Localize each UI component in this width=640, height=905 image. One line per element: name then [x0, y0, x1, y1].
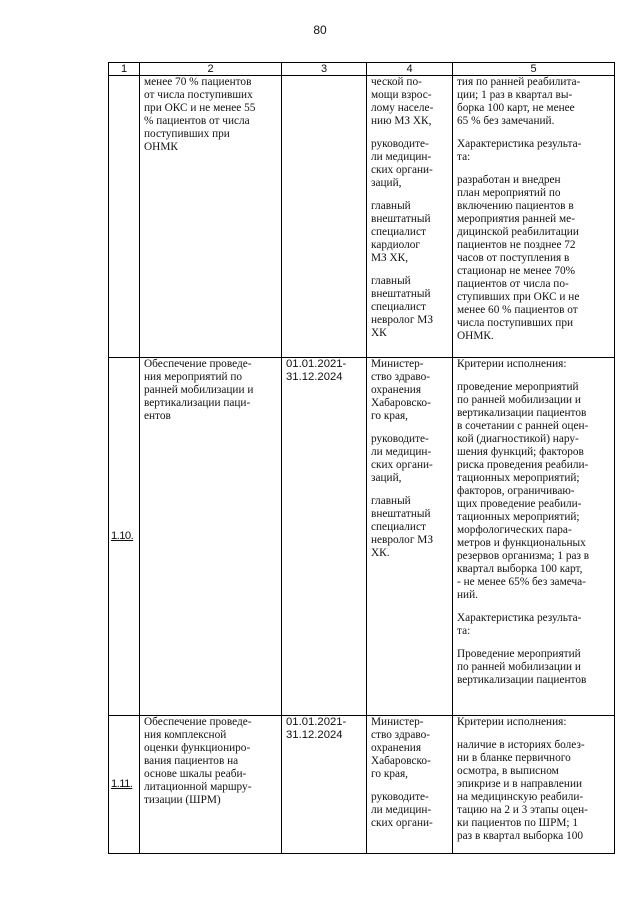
row-number — [109, 76, 140, 358]
executor-entry: руководите- ли медицин- ских органи- — [371, 791, 433, 829]
dates-cell — [282, 716, 367, 854]
header-col-2: 2 — [140, 63, 282, 76]
plan-table — [108, 62, 615, 854]
dates-text: 01.01.2021- 31.12.2024 — [286, 716, 347, 741]
result-paragraph: Критерии исполнения: — [457, 358, 567, 370]
result-paragraph: Критерии исполнения: — [457, 716, 567, 728]
header-col-4: 4 — [367, 63, 453, 76]
executor-entry: Министер- ство здраво- охранения Хабаровско- го края, — [371, 358, 431, 422]
event-text: менее 70 % пациентов от числа поступивших при ОКС и не менее 55 % пациентов от числа поступивших при ОНМК — [144, 76, 256, 153]
executor-entry: руководите- ли медицин- ских органи- заций, — [371, 433, 433, 484]
results-cell — [453, 358, 615, 716]
result-paragraph: тия по ранней реабилита- ции; 1 раз в квартал вы- борка 100 карт, не менее 65 % без замечаний. — [457, 76, 581, 127]
dates-cell — [282, 358, 367, 716]
header-col-3: 3 — [282, 63, 367, 76]
results-cell — [453, 716, 615, 854]
table-row — [109, 358, 615, 716]
results-cell — [453, 76, 615, 358]
result-paragraph: Характеристика результа- та: — [457, 612, 582, 637]
row-number: 1.10. — [109, 358, 140, 716]
executors-cell — [367, 76, 453, 358]
table-row — [109, 716, 615, 854]
result-paragraph: Характеристика результа- та: — [457, 138, 582, 163]
header-col-5: 5 — [453, 63, 615, 76]
result-paragraph: проведение мероприятий по ранней мобилизации и вертикализации пациентов в сочетании с ранней оцен- кой (диагностикой) нару- шения функций; факторов риска проведения реабили- тационных мероприятий; факторов, ограничиваю- щих проведение реабили- тационных мероприятий; морфологических пара- метров и функциональных резервов организма; 1 раз в квартал выборка 100 карт, - не менее 65% без замеча- ний. — [457, 381, 590, 601]
event-text: Обеспечение проведе- ния комплексной оценки функциониро- вания пациентов на основе шкалы реаби- литационной маршру- тизации (ШРМ) — [144, 716, 252, 806]
executors-cell — [367, 716, 453, 854]
event-text: Обеспечение проведе- ния мероприятий по ранней мобилизации и вертикализации паци- ентов — [144, 358, 254, 422]
table-row — [109, 76, 615, 358]
executor-entry: главный внештатный специалист невролог МЗ ХК — [371, 275, 433, 339]
page-number: 80 — [313, 23, 327, 37]
executor-entry: ческой по- мощи взрос- лому населе- нию МЗ ХК, — [371, 76, 434, 127]
row-number: 1.11. — [109, 716, 140, 854]
result-paragraph: Проведение мероприятий по ранней мобилизации и вертикализации пациентов — [457, 648, 587, 686]
result-paragraph: наличие в историях болез- ни в бланке первичного осмотра, в выписном эпикризе и в направлении на медицинскую реабили- тацию на 2 и 3 этапы оцен- ки пациентов по ШРМ; 1 раз в квартал выборка 100 — [457, 739, 588, 842]
dates-cell — [282, 76, 367, 358]
dates-text: 01.01.2021- 31.12.2024 — [286, 358, 347, 383]
executor-entry: главный внештатный специалист невролог МЗ ХК. — [371, 495, 433, 559]
event-cell — [140, 716, 282, 854]
event-cell — [140, 76, 282, 358]
result-paragraph: разработан и внедрен план мероприятий по включению пациентов в мероприятия ранней ме- дицинской реабилитации пациентов не позднее 72 часов от поступления в стационар не менее 70% пациентов от числа по- ступивших при ОКС и не менее 60 % пациентов от числа поступивших при ОНМК. — [457, 174, 580, 342]
event-cell — [140, 358, 282, 716]
executors-cell — [367, 358, 453, 716]
table-header-row — [109, 63, 615, 76]
executor-entry: главный внештатный специалист кардиолог МЗ ХК, — [371, 200, 431, 264]
header-col-1: 1 — [109, 63, 140, 76]
executor-entry: руководите- ли медицин- ских органи- заций, — [371, 138, 433, 189]
executor-entry: Министер- ство здраво- охранения Хабаровско- го края, — [371, 716, 431, 780]
